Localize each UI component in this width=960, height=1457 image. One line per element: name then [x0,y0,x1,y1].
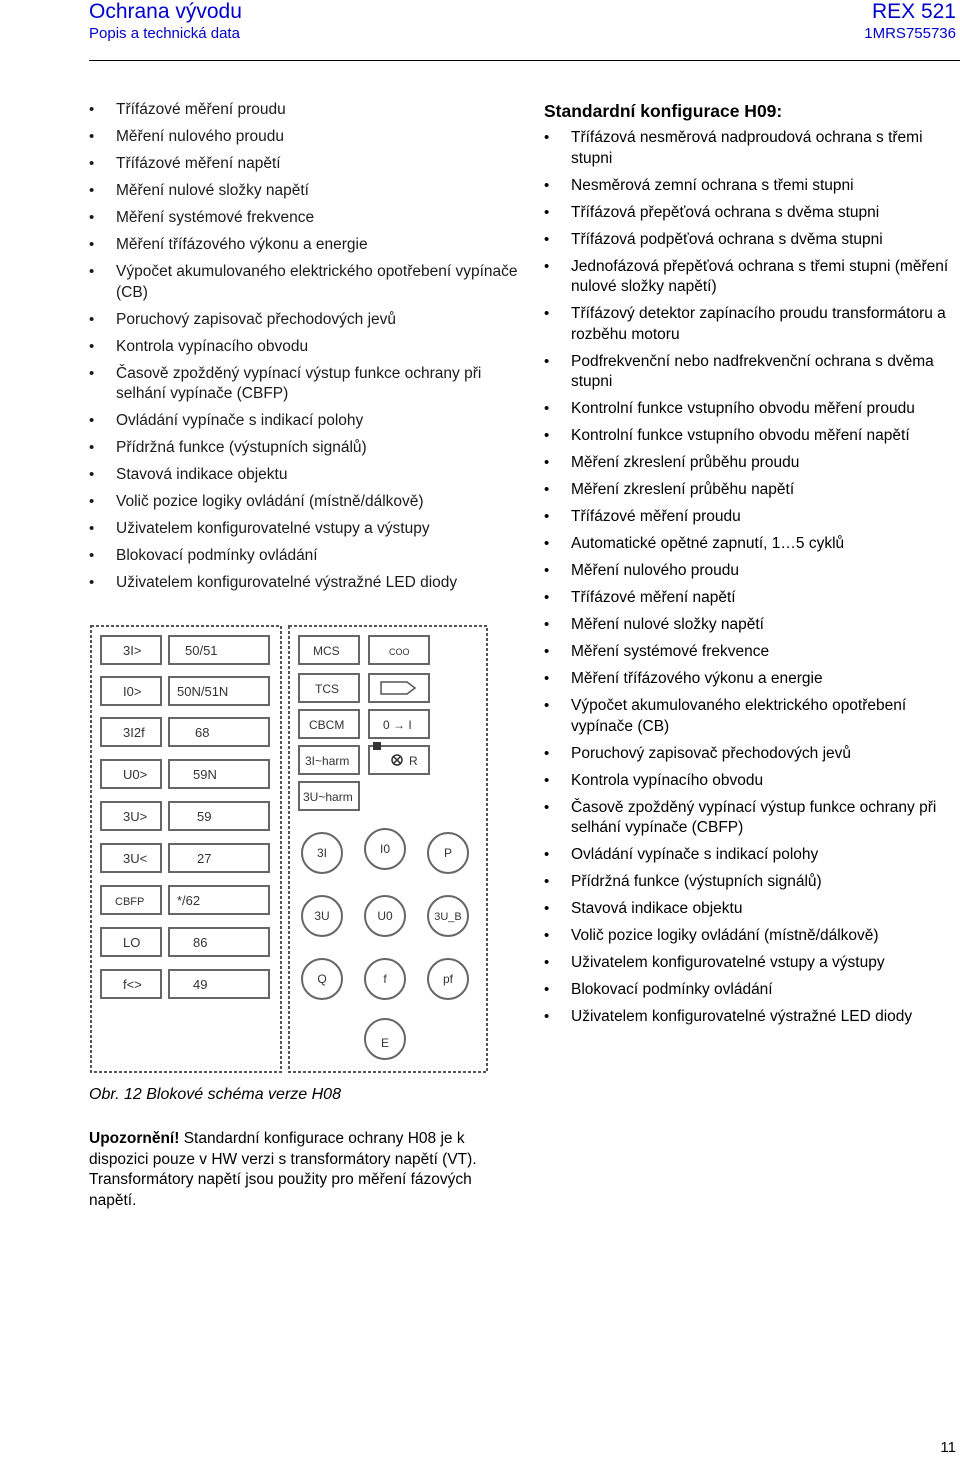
figure-caption: Obr. 12 Blokové schéma verze H08 [89,1086,341,1103]
list-item: • Kontrolní funkce vstupního obvodu měření napětí [544,426,960,447]
block-label: 3I2f [123,725,145,740]
block-label: 3U> [123,809,148,824]
list-item: • Měření zkreslení průběhu proudu [544,453,960,474]
list-item: • Uživatelem konfigurovatelné vstupy a výstupy [544,953,960,974]
block-label: 86 [193,935,208,950]
block-label: MCS [313,644,340,658]
block-label: f<> [123,977,142,992]
list-item: • Třífázové měření napětí [89,154,519,175]
block-label: I0> [123,684,142,699]
list-item: • Blokovací podmínky ovládání [544,980,960,1001]
list-item: • Uživatelem konfigurovatelné vstupy a výstupy [89,519,519,540]
block-label: 3U~harm [303,790,353,804]
block-label: */62 [177,893,201,908]
measurement-label: E [380,1036,390,1050]
list-item: • Měření nulového proudu [89,127,519,148]
left-feature-list [89,100,519,600]
section-heading: Standardní konfigurace H09: [544,101,783,121]
measurement-label: 3U [314,909,330,923]
list-item: • Měření systémové frekvence [89,208,519,229]
block-label: 68 [195,725,210,740]
block-label: COO [389,647,410,657]
block-label: CBCM [309,718,345,732]
block-label: 59N [193,767,217,782]
list-item: • Nesměrová zemní ochrana s třemi stupni [544,176,960,197]
list-item: • Ovládání vypínače s indikací polohy [544,845,960,866]
page-header [0,0,960,62]
list-item: • Stavová indikace objektu [544,899,960,920]
list-item: • Uživatelem konfigurovatelné výstražné LED diody [89,573,519,594]
list-item: • Měření nulového proudu [544,561,960,582]
block-label: 3I~harm [305,754,350,768]
list-item: • Časově zpožděný vypínací výstup funkce ochrany při selhání vypínače (CBFP) [89,364,519,405]
list-item: • Výpočet akumulovaného elektrického opotřebení vypínače (CB) [544,696,960,737]
list-item: • Volič pozice logiky ovládání (místně/dálkově) [89,492,519,513]
list-item: • Volič pozice logiky ovládání (místně/dálkově) [544,926,960,947]
block-label: 49 [193,977,208,992]
block-label: TCS [315,682,339,696]
block-label: 27 [197,851,212,866]
block-label: 3U< [123,851,148,866]
measurement-label: P [443,846,453,860]
block-diagram-h08 [89,622,491,1074]
list-item: • Jednofázová přepěťová ochrana s třemi stupni (měření nulové složky napětí) [544,257,960,298]
measurement-label: 3U_B [434,911,462,923]
list-item: • Přídržná funkce (výstupních signálů) [89,438,519,459]
warning-text: Standardní konfigurace ochrany H08 je k dispozici pouze v HW verzi s transformátory napětí (VT). Transformátory napětí jsou použity pro měření fázových napětí. [89,1130,477,1209]
list-item: • Měření třífázového výkonu a energie [544,669,960,690]
list-item: • Poruchový zapisovač přechodových jevů [544,744,960,765]
measurement-label: I0 [379,842,391,856]
list-item: • Třífázové měření proudu [544,507,960,528]
document-subtitle: Popis a technická data [89,25,240,42]
list-item: • Kontrola vypínacího obvodu [544,771,960,792]
list-item: • Třífázové měření proudu [89,100,519,121]
product-name: REX 521 [871,0,956,23]
block-label: 50N/51N [177,684,229,699]
header-rule [89,60,960,61]
measurement-label: pf [442,972,454,986]
measurement-label: 3I [316,846,328,860]
document-code: 1MRS755736 [864,25,956,42]
page-number: 11 [940,1439,956,1456]
list-item: • Výpočet akumulovaného elektrického opotřebení vypínače (CB) [89,262,519,303]
list-item: • Měření systémové frekvence [544,642,960,663]
block-label: 0 → I [383,718,412,732]
document-title: Ochrana vývodu [89,0,242,23]
list-item: • Kontrolní funkce vstupního obvodu měření proudu [544,399,960,420]
list-item: • Měření zkreslení průběhu napětí [544,480,960,501]
block-label: 50/51 [185,643,218,658]
list-item: • Automatické opětné zapnutí, 1…5 cyklů [544,534,960,555]
list-item: • Kontrola vypínacího obvodu [89,337,519,358]
warning-note [89,1129,505,1211]
block-label: 59 [197,809,212,824]
warning-label: Upozornění! [89,1130,180,1147]
list-item: • Blokovací podmínky ovládání [89,546,519,567]
arrow-icon [381,682,415,694]
measurement-label: Q [317,972,327,986]
list-item: • Měření třífázového výkonu a energie [89,235,519,256]
list-item: • Třífázová nesměrová nadproudová ochrana s třemi stupni [544,128,960,169]
list-item: • Třífázová podpěťová ochrana s dvěma stupni [544,230,960,251]
list-item: • Třífázové měření napětí [544,588,960,609]
block-label: CBFP [115,896,145,908]
list-item: • Měření nulové složky napětí [89,181,519,202]
list-item: • Poruchový zapisovač přechodových jevů [89,310,519,331]
list-item: • Časově zpožděný vypínací výstup funkce ochrany při selhání vypínače (CBFP) [544,798,960,839]
measurement-label: f [383,972,387,986]
list-item: • Stavová indikace objektu [89,465,519,486]
block-label: U0> [123,767,148,782]
list-item: • Podfrekvenční nebo nadfrekvenční ochrana s dvěma stupni [544,352,960,393]
list-item: • Měření nulové složky napětí [544,615,960,636]
block-label: LO [123,935,141,950]
list-item: • Třífázový detektor zapínacího proudu transformátoru a rozběhu motoru [544,304,960,345]
list-item: • Třífázová přepěťová ochrana s dvěma stupni [544,203,960,224]
list-item: • Přídržná funkce (výstupních signálů) [544,872,960,893]
block-label: 3I> [123,643,142,658]
right-feature-list [544,128,960,1034]
list-item: • Ovládání vypínače s indikací polohy [89,411,519,432]
list-item: • Uživatelem konfigurovatelné výstražné LED diody [544,1007,960,1028]
measurement-label: U0 [377,909,393,923]
block-label: R [409,754,418,768]
